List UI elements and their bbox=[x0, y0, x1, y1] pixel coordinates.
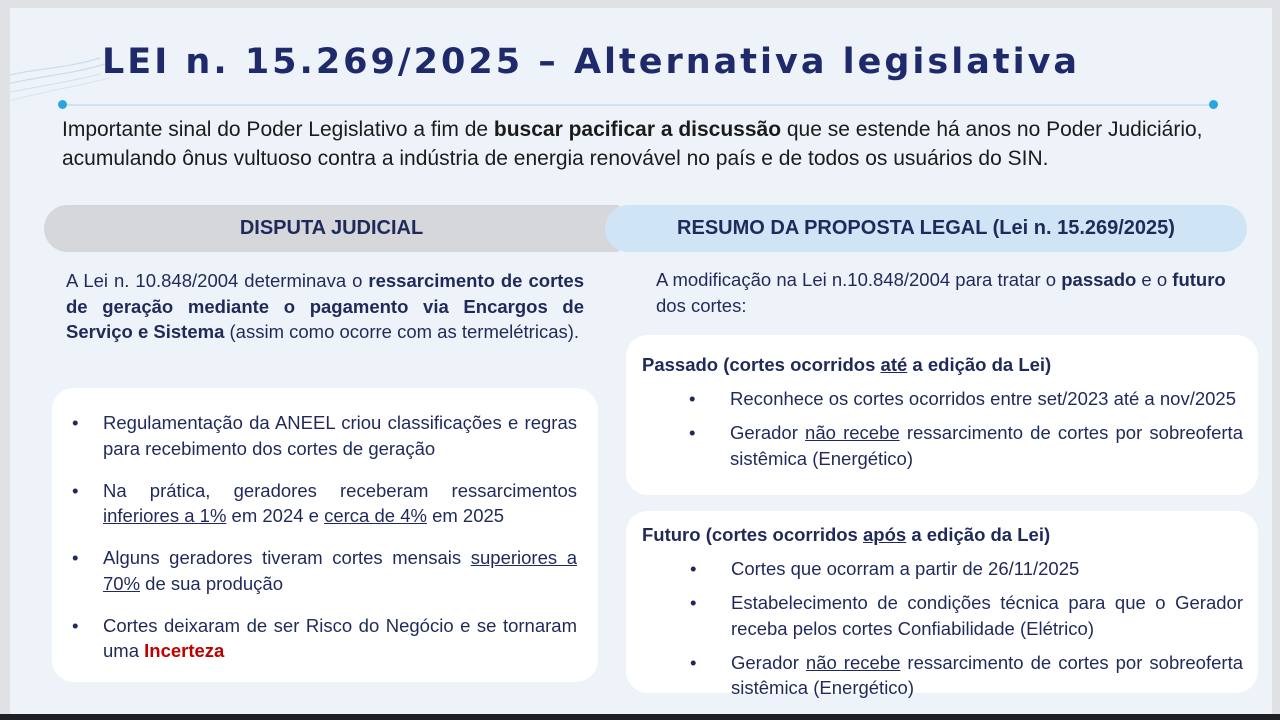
left-section-header: DISPUTA JUDICIAL bbox=[44, 205, 619, 252]
bullet-icon: • bbox=[72, 479, 79, 501]
bullet-icon: • bbox=[72, 614, 79, 636]
future-card-heading: Futuro (cortes ocorridos após a edição da Lei) bbox=[642, 524, 1051, 545]
bottom-bar bbox=[0, 714, 1280, 720]
judicial-dispute-card bbox=[52, 388, 598, 682]
right-paragraph: A modificação na Lei n.10.848/2004 para tratar o passado e o futuro dos cortes: bbox=[656, 269, 1226, 316]
bullet-icon: • bbox=[690, 558, 697, 579]
list-item: • Cortes que ocorram a partir de 26/11/2025 bbox=[670, 556, 1243, 582]
slide bbox=[10, 8, 1272, 714]
future-bullet-list bbox=[670, 556, 1243, 709]
past-card-heading: Passado (cortes ocorridos até a edição da Lei) bbox=[642, 354, 1052, 375]
list-item: • Regulamentação da ANEEL criou classificações e regras para recebimento dos cortes de geração bbox=[72, 412, 577, 459]
divider-dot-left bbox=[58, 100, 67, 109]
bullet-icon: • bbox=[72, 547, 79, 568]
intro-paragraph: Importante sinal do Poder Legislativo a fim de buscar pacificar a discussão que se estende há anos no Poder Judiciário, acumulando ônus vultuoso contra a indústria de energia renovável no país e de todos os usuários do SIN. bbox=[62, 118, 1203, 170]
list-item: • Gerador não recebe ressarcimento de cortes por sobreoferta sistêmica (Energético) bbox=[690, 651, 1243, 698]
past-bullet-list bbox=[669, 386, 1243, 480]
list-item: • Cortes deixaram de ser Risco do Negócio e se tornaram uma Incerteza bbox=[72, 614, 577, 661]
divider-dot-right bbox=[1209, 100, 1218, 109]
bullet-icon: • bbox=[689, 388, 696, 409]
list-item: • Reconhece os cortes ocorridos entre set/2023 até a nov/2025 bbox=[669, 386, 1243, 412]
page-title: LEI n. 15.269/2025 – Alternativa legislativa bbox=[102, 42, 1081, 82]
right-section-header: RESUMO DA PROPOSTA LEGAL (Lei n. 15.269/2025) bbox=[605, 205, 1247, 252]
bullet-icon: • bbox=[72, 412, 79, 433]
judicial-bullet-list bbox=[52, 410, 577, 680]
list-item: • Na prática, geradores receberam ressarcimentos inferiores a 1% em 2024 e cerca de 4% em 2025 bbox=[72, 479, 577, 526]
past-cuts-card bbox=[626, 335, 1258, 495]
list-item: • Alguns geradores tiveram cortes mensais superiores a 70% de sua produção bbox=[72, 547, 578, 594]
list-item: • Estabelecimento de condições técnica para que o Gerador receba pelos cortes Confiabilidade (Elétrico) bbox=[690, 592, 1243, 639]
left-paragraph: A Lei n. 10.848/2004 determinava o ressarcimento de cortes de geração mediante o pagamento via Encargos de Serviço e Sistema (assim como ocorre com as termelétricas). bbox=[66, 270, 585, 342]
bullet-icon: • bbox=[690, 592, 697, 613]
bullet-icon: • bbox=[690, 651, 697, 673]
title-divider bbox=[62, 104, 1214, 106]
future-cuts-card bbox=[626, 511, 1258, 698]
bullet-icon: • bbox=[689, 422, 696, 443]
section-headers bbox=[44, 205, 1247, 252]
list-item: • Gerador não recebe ressarcimento de cortes por sobreoferta sistêmica (Energético) bbox=[689, 422, 1243, 469]
